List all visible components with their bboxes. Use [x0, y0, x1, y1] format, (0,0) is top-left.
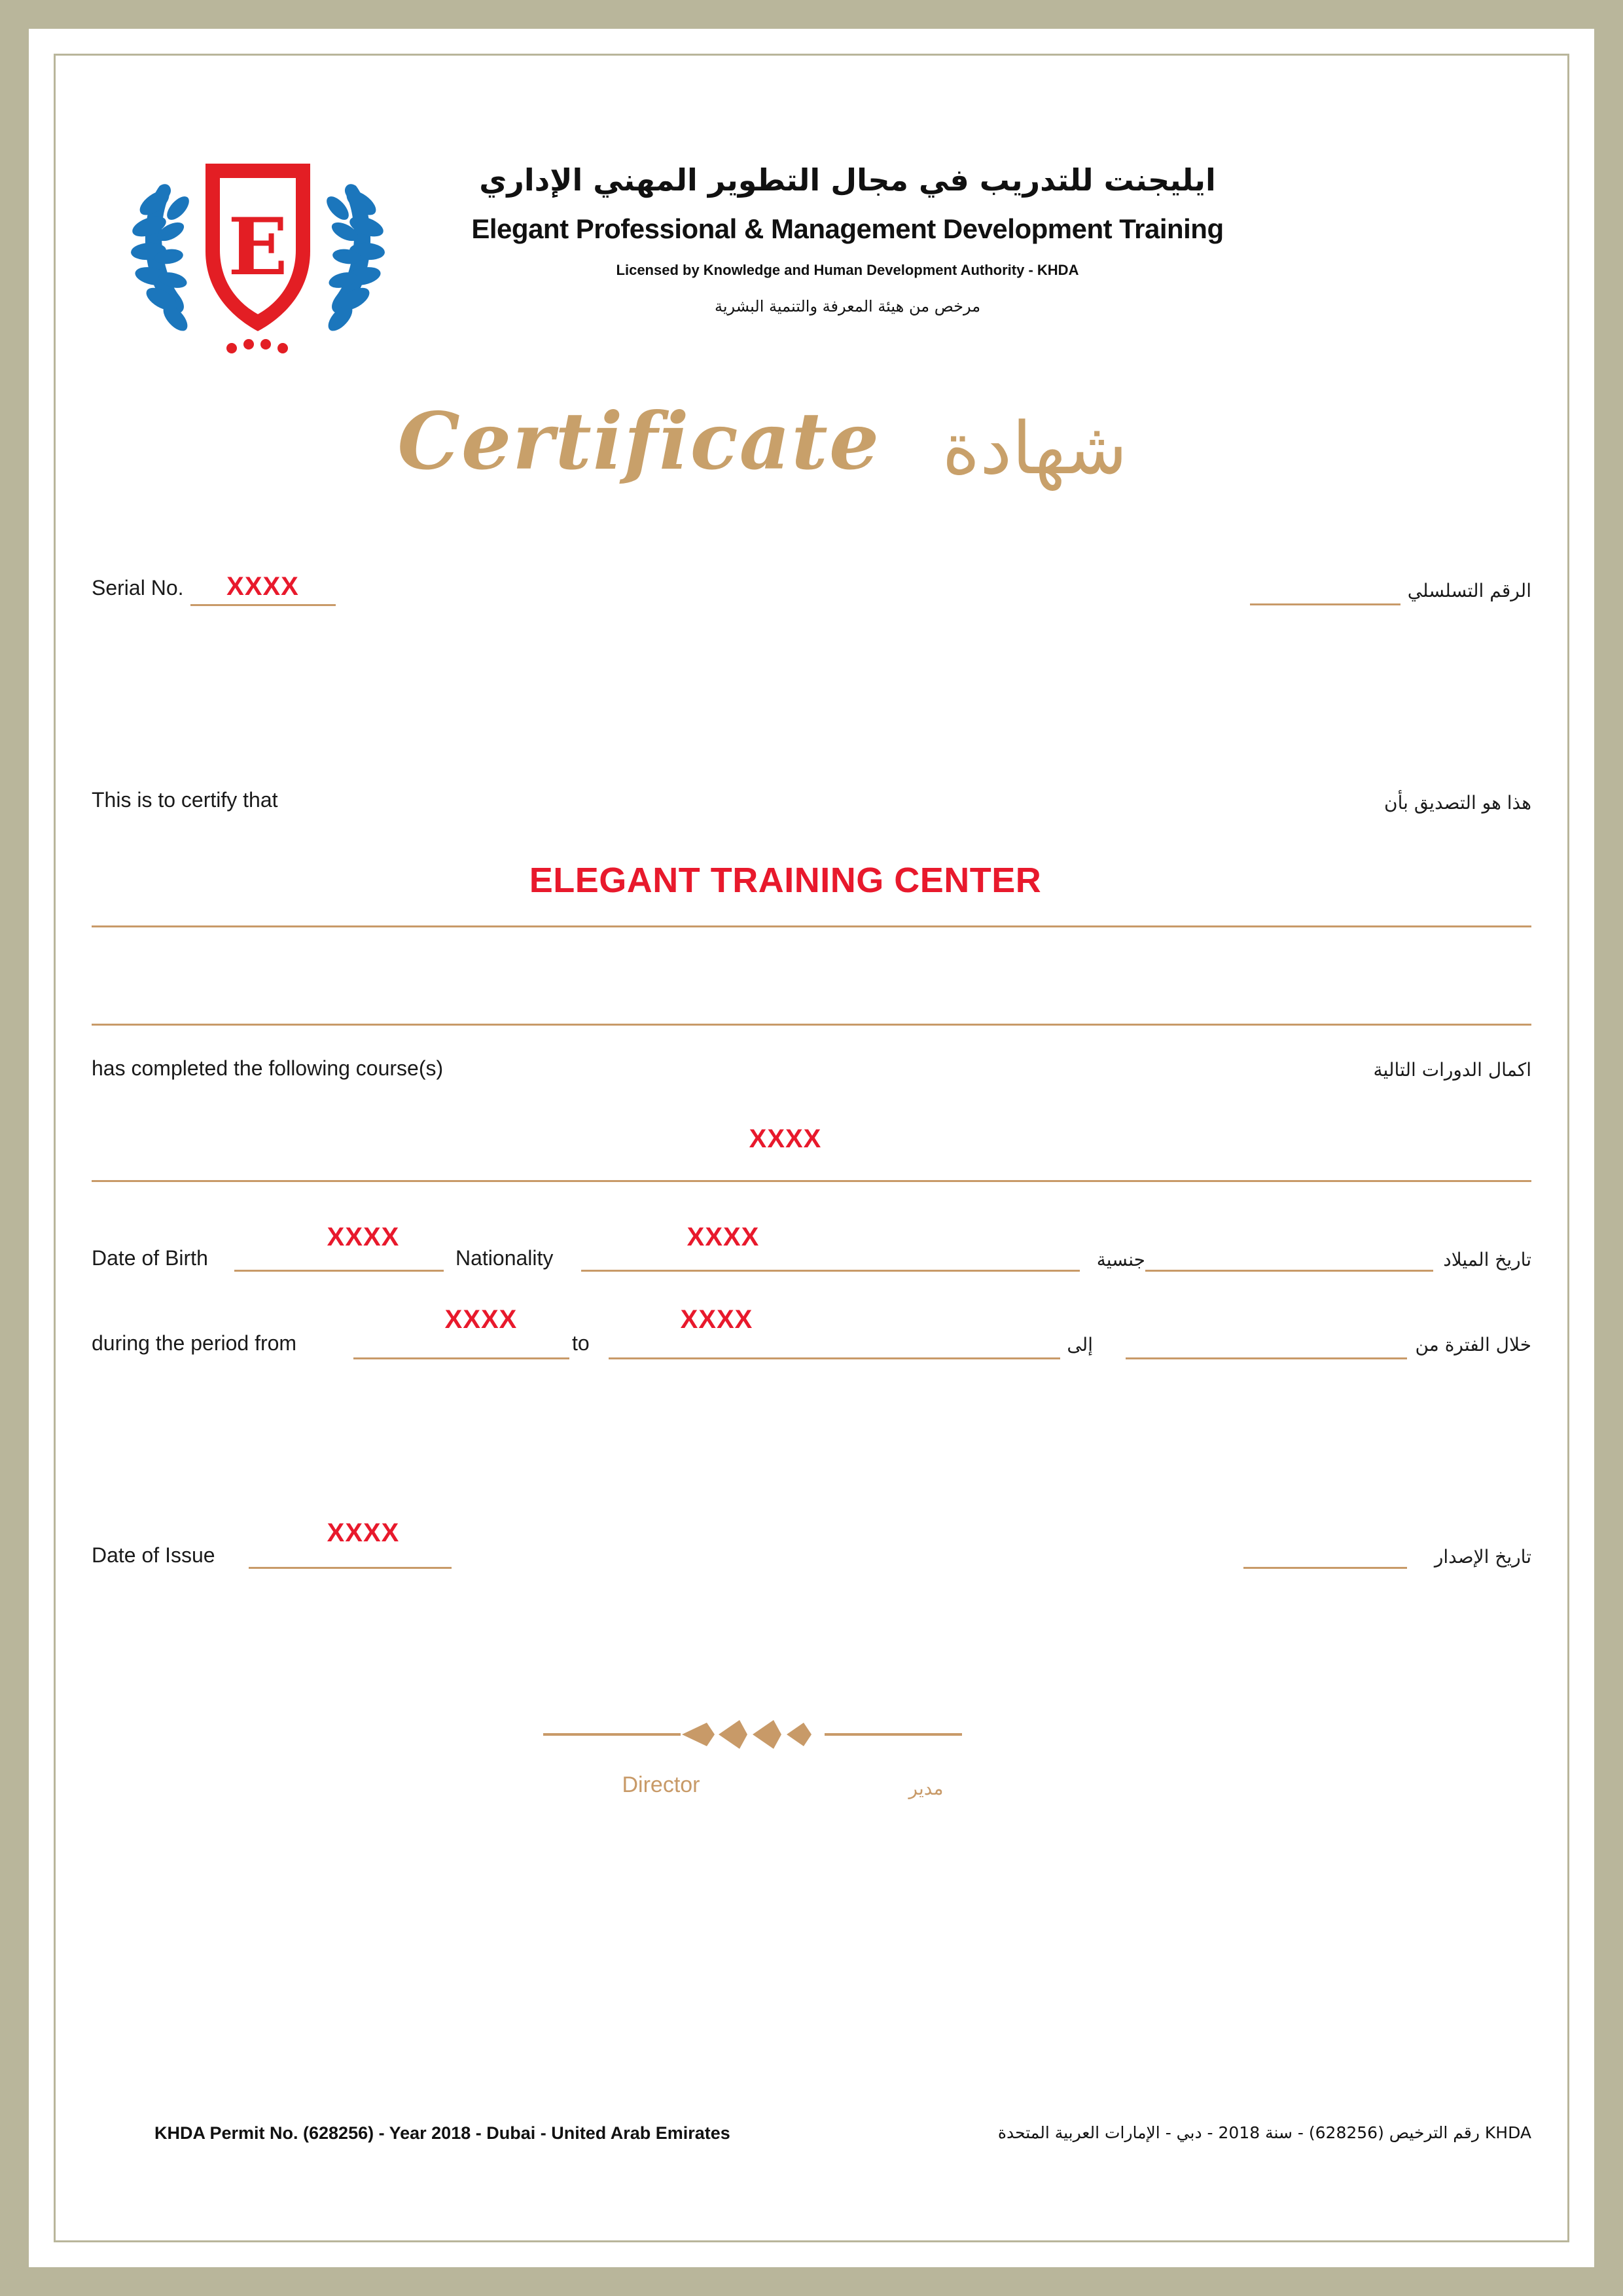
- title-english: Certificate: [397, 395, 881, 488]
- nationality-value[interactable]: XXXX: [687, 1223, 760, 1251]
- period-from-value[interactable]: XXXX: [444, 1305, 518, 1334]
- course-label-english: has completed the following course(s): [92, 1056, 444, 1080]
- certificate-header: [92, 88, 1531, 395]
- dob-rule: [234, 1270, 444, 1272]
- certificate-content: [92, 88, 1531, 2208]
- course-rule-left: [92, 1180, 857, 1182]
- serial-english-group: [92, 572, 336, 606]
- footer-arabic: KHDA رقم الترخيص (628256) - سنة 2018 - دبي - الإمارات العربية المتحدة: [997, 2123, 1531, 2142]
- serial-label-arabic: الرقم التسلسلي: [1407, 580, 1531, 601]
- signature-block: [92, 1715, 1531, 1839]
- dob-rule-arabic: [1145, 1270, 1433, 1272]
- course-rule-right: [825, 1180, 1531, 1182]
- nationality-rule-arabic: [726, 1270, 1080, 1272]
- serial-rule-arabic: [1250, 603, 1400, 605]
- signature-ornament-icon: [543, 1715, 962, 1757]
- footer-english: KHDA Permit No. (628256) - Year 2018 - Dubai - United Arab Emirates: [154, 2123, 730, 2143]
- certificate-title: [92, 395, 1531, 546]
- org-name-arabic: ايليجنت للتدريب في مجال التطوير المهني الإداري: [479, 162, 1216, 198]
- period-label-arabic: خلال الفترة من: [1415, 1334, 1531, 1355]
- name-rule-second: [92, 1024, 1531, 1026]
- director-title-arabic: مدير: [908, 1778, 944, 1799]
- issue-value[interactable]: XXXX: [327, 1518, 400, 1547]
- issue-date-row: [92, 1518, 1531, 1590]
- title-arabic: شهادة: [942, 406, 1128, 490]
- logo-letter: E: [228, 201, 288, 293]
- serial-value[interactable]: XXXX: [190, 572, 336, 606]
- dob-nationality-row: [92, 1223, 1531, 1295]
- period-rule-arabic: [1126, 1357, 1407, 1359]
- course-label-row: [92, 1056, 1531, 1102]
- period-from-rule: [353, 1357, 569, 1359]
- issue-rule-arabic: [1243, 1567, 1407, 1569]
- period-row: [92, 1302, 1531, 1381]
- dob-label-english: Date of Birth: [92, 1246, 208, 1270]
- license-line-english: Licensed by Knowledge and Human Development Authority - KHDA: [616, 262, 1079, 279]
- certify-label-arabic: هذا هو التصديق بأن: [1384, 792, 1531, 814]
- dob-value[interactable]: XXXX: [327, 1223, 400, 1251]
- certify-label-english: This is to certify that: [92, 788, 278, 812]
- dob-label-arabic: تاريخ الميلاد: [1443, 1249, 1531, 1270]
- nationality-label-english: Nationality: [455, 1246, 554, 1270]
- certificate-footer: [92, 2123, 1531, 2156]
- issue-rule: [249, 1567, 452, 1569]
- certificate-paper: [29, 29, 1594, 2267]
- serial-label-english: Serial No.: [92, 576, 184, 600]
- recipient-name-value[interactable]: ELEGANT TRAINING CENTER: [529, 861, 1042, 900]
- director-title-english: Director: [622, 1772, 700, 1797]
- issue-label-english: Date of Issue: [92, 1543, 215, 1567]
- period-to-value[interactable]: XXXX: [680, 1305, 753, 1334]
- course-value[interactable]: XXXX: [749, 1124, 822, 1153]
- course-label-arabic: اكمال الدورات التالية: [1373, 1059, 1531, 1081]
- recipient-name-row: [92, 860, 1531, 939]
- organization-text-block: [399, 160, 1296, 315]
- nationality-label-arabic: جنسية: [1096, 1249, 1145, 1270]
- period-to-label-arabic: إلى: [1067, 1334, 1093, 1355]
- organization-logo: [120, 140, 395, 376]
- issue-label-arabic: تاريخ الإصدار: [1434, 1546, 1531, 1568]
- certify-row: [92, 788, 1531, 834]
- org-name-english: Elegant Professional & Management Development Training: [471, 213, 1224, 245]
- period-to-rule-arabic: [733, 1357, 1060, 1359]
- period-to-label-english: to: [572, 1331, 590, 1355]
- serial-number-row: [92, 565, 1531, 637]
- course-value-row: [92, 1124, 1531, 1196]
- name-rule-left: [92, 925, 798, 927]
- period-label-english: during the period from: [92, 1331, 297, 1355]
- license-line-arabic: مرخص من هيئة المعرفة والتنمية البشرية: [714, 297, 981, 316]
- name-rule-right: [792, 925, 1531, 927]
